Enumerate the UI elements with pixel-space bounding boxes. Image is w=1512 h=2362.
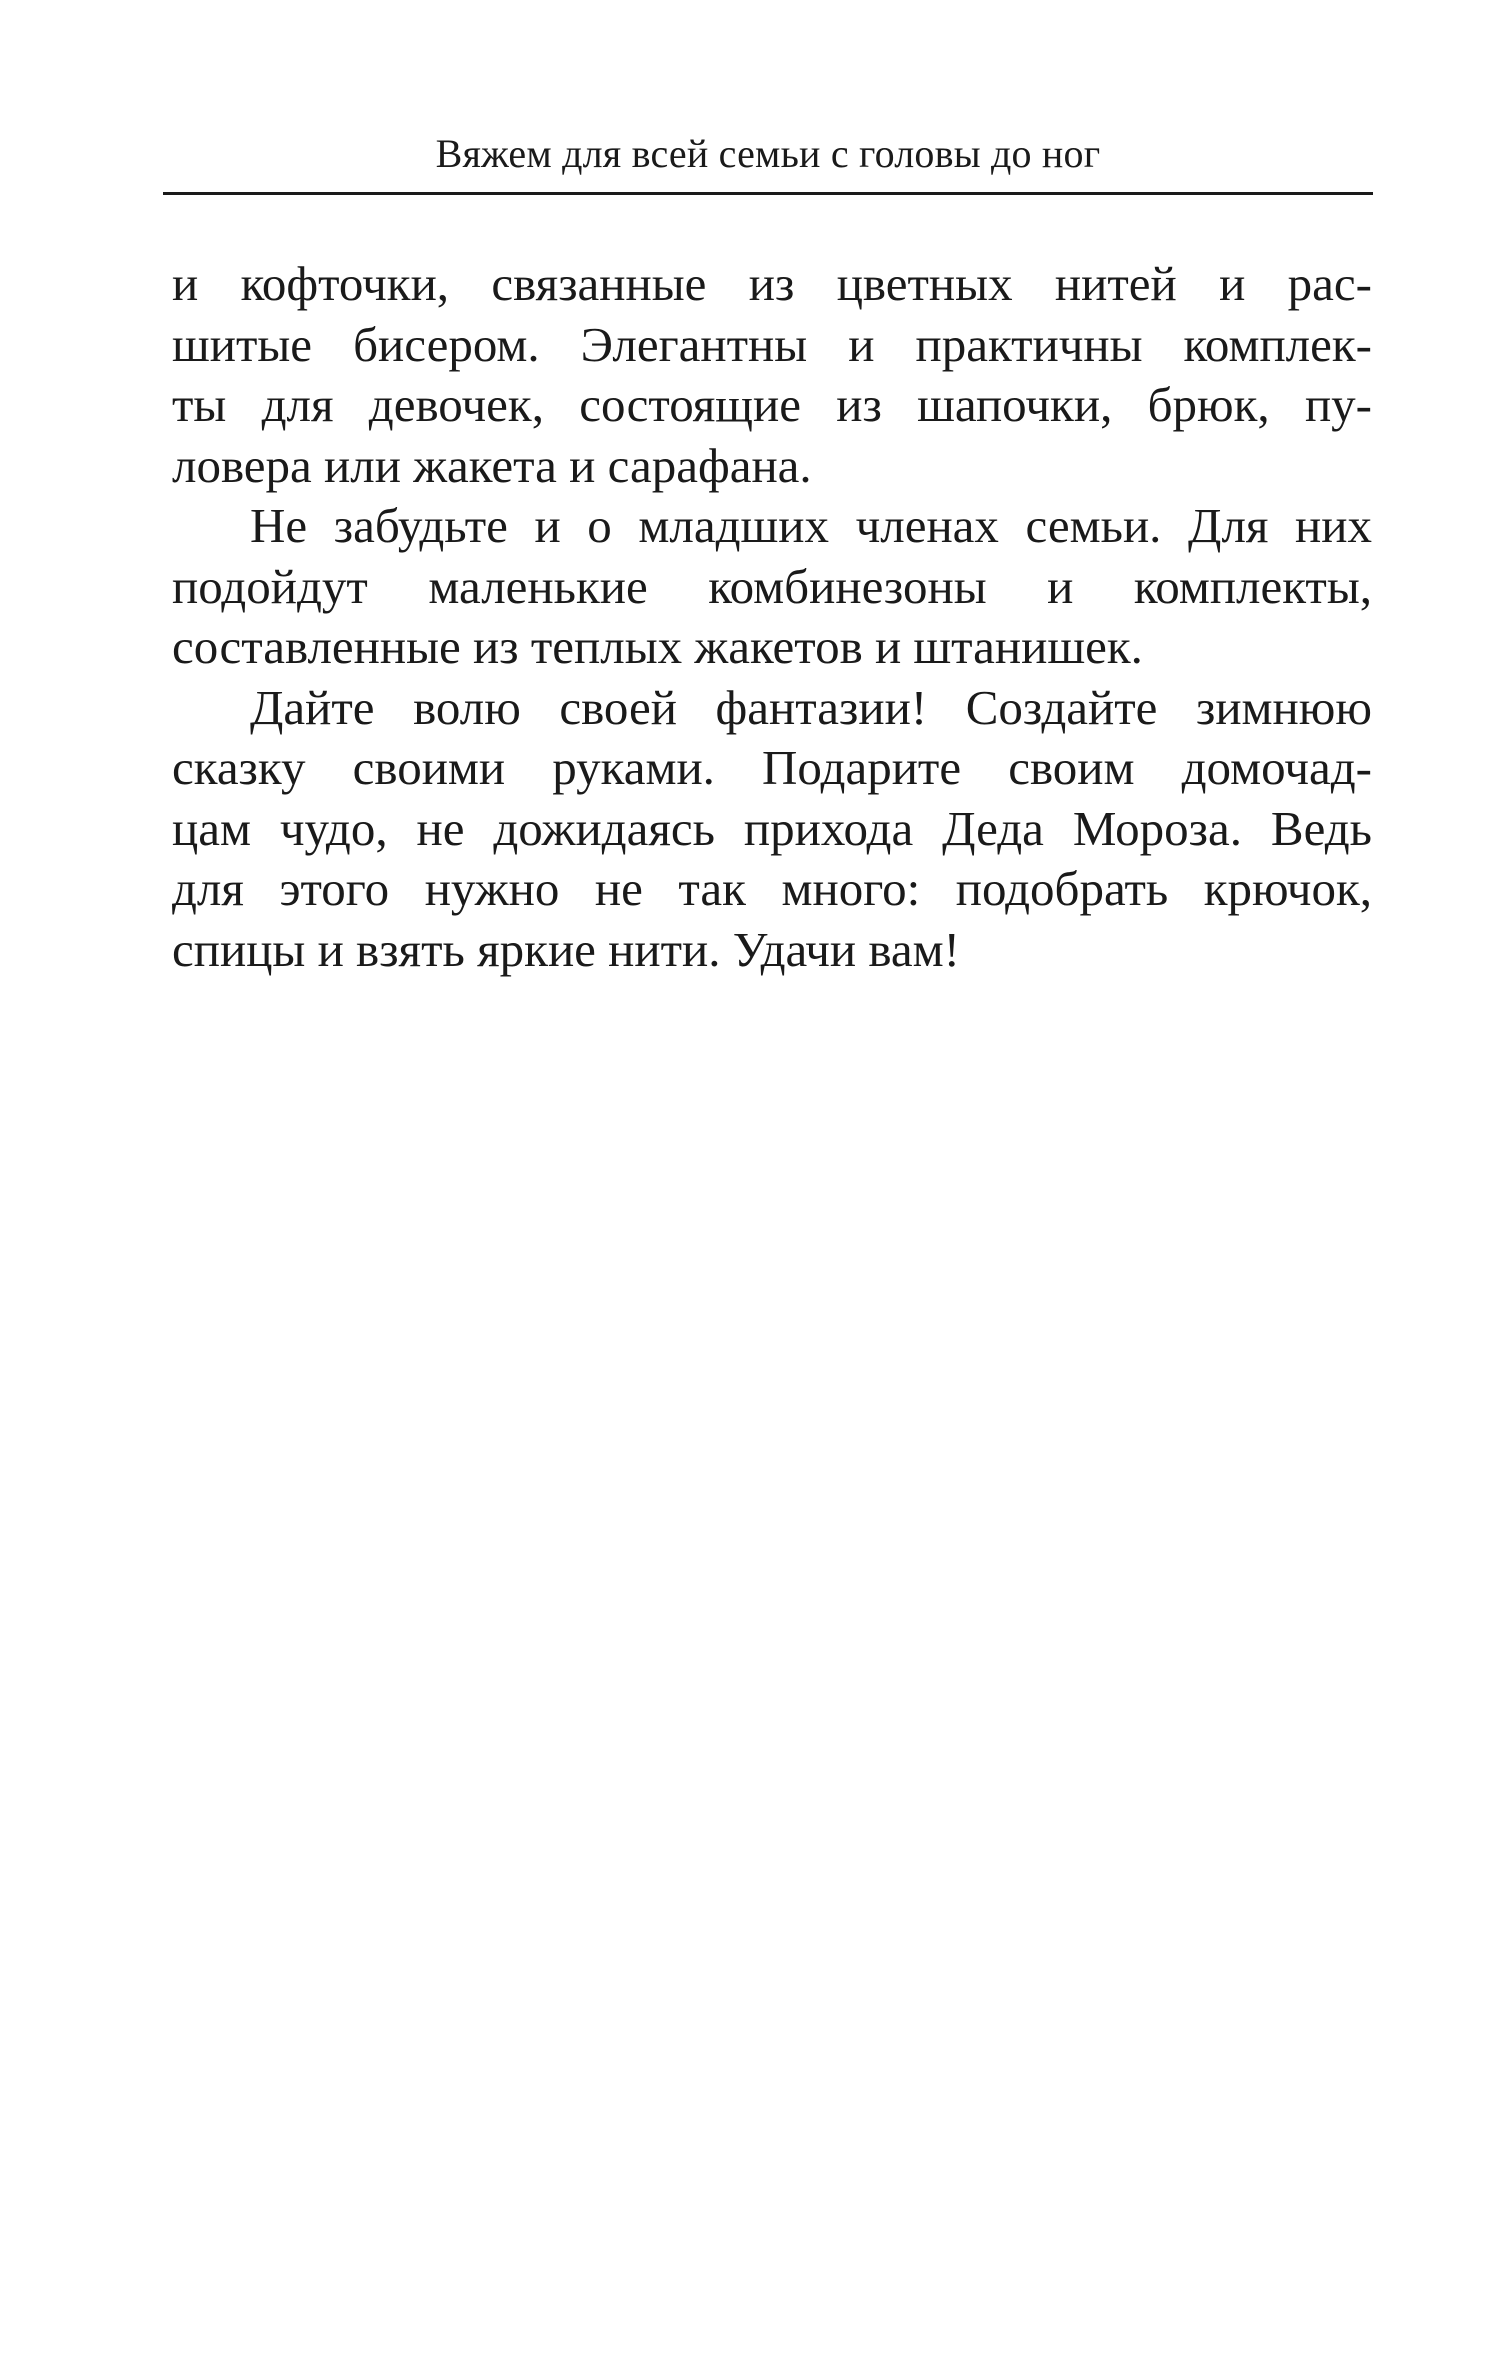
text-line: составленные из теплых жакетов и штанишек. [172,619,1143,674]
text-line: спицы и взять яркие нити. Удачи вам! [172,921,960,977]
text-line: Не забудьте и о младших членах семьи. Для них [250,498,1372,553]
text-line: и кофточки, связанные из цветных нитей и рас- [172,256,1372,311]
text-line: ловера или жакета и сарафана. [172,437,812,493]
text-line: цам чудо, не дожидаясь прихода Деда Мороза. Ведь [172,800,1372,856]
text-line: для этого нужно не так много: подобрать крючок, [172,861,1372,916]
text-line: подойдут маленькие комбинезоны и комплекты, [172,558,1372,614]
header-rule [163,192,1373,195]
text-line: сказку своими руками. Подарите своим домочад- [172,740,1372,795]
text-line: Дайте волю своей фантазии! Создайте зимнюю [250,679,1372,735]
text-line: шитые бисером. Элегантны и практичны комплек- [172,316,1372,372]
body-text [172,254,1372,980]
running-header: Вяжем для всей семьи с головы до ног [435,131,1101,176]
text-line: ты для девочек, состоящие из шапочки, брюк, пу- [172,377,1372,432]
